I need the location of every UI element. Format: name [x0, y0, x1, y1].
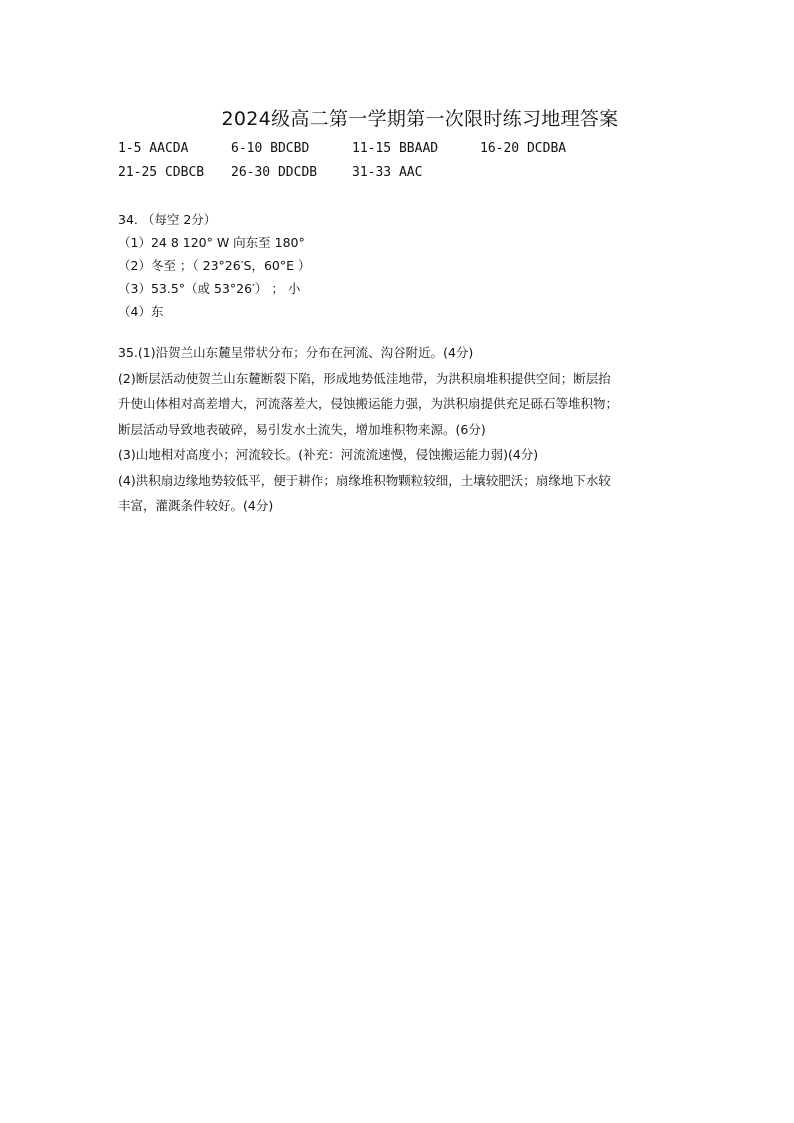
q34-part-3: （3）53.5°（或 53°26′） ； 小 — [118, 281, 301, 296]
mc-answer-group: 26-30 DDCDB — [231, 165, 318, 180]
q35-part-1: 35.(1)沿贺兰山东麓呈带状分布；分布在河流、沟谷附近。(4分) — [118, 345, 474, 360]
mc-answer-group: 6-10 BDCBD — [231, 141, 310, 156]
q34-part-4: （4）东 — [118, 304, 164, 319]
mc-answer-group: 21-25 CDBCB — [118, 165, 205, 180]
q35-part-4-line-1: (4)洪积扇边缘地势较低平，便于耕作；扇缘堆积物颗粒较细，土壤较肥沃；扇缘地下水较 — [118, 472, 611, 488]
page-title: 2024级高二第一学期第一次限时练习地理答案 — [221, 108, 619, 130]
question-35-answer — [118, 340, 693, 519]
q35-part-2-line-3: 断层活动导致地表破碎，易引发水土流失，增加堆积物来源。(6分) — [118, 421, 486, 437]
q35-part-4-line-2: 丰富，灌溉条件较好。(4分) — [118, 498, 274, 513]
q35-part-3: (3)山地相对高度小；河流较长。(补充：河流流速慢，侵蚀搬运能力弱)(4分) — [118, 447, 539, 462]
mc-answer-group: 16-20 DCDBA — [480, 141, 567, 156]
q34-part-1: （1）24 8 120° W 向东至 180° — [118, 235, 305, 250]
q34-header: 34. （每空 2分） — [118, 212, 217, 227]
q35-part-2-line-1: (2)断层活动使贺兰山东麓断裂下陷，形成地势低洼地带，为洪积扇堆积提供空间；断层抬 — [118, 370, 611, 386]
mc-answer-group: 11-15 BBAAD — [352, 141, 439, 156]
mc-answer-group: 31-33 AAC — [352, 165, 423, 180]
q34-part-2: （2）冬至 ；（ 23°26′S，60°E ） — [118, 258, 311, 273]
q35-part-2-line-2: 升使山体相对高差增大，河流落差大，侵蚀搬运能力强，为洪积扇提供充足砾石等堆积物； — [118, 396, 619, 411]
question-34-answer — [118, 208, 311, 323]
mc-answer-group: 1-5 AACDA — [118, 141, 189, 156]
